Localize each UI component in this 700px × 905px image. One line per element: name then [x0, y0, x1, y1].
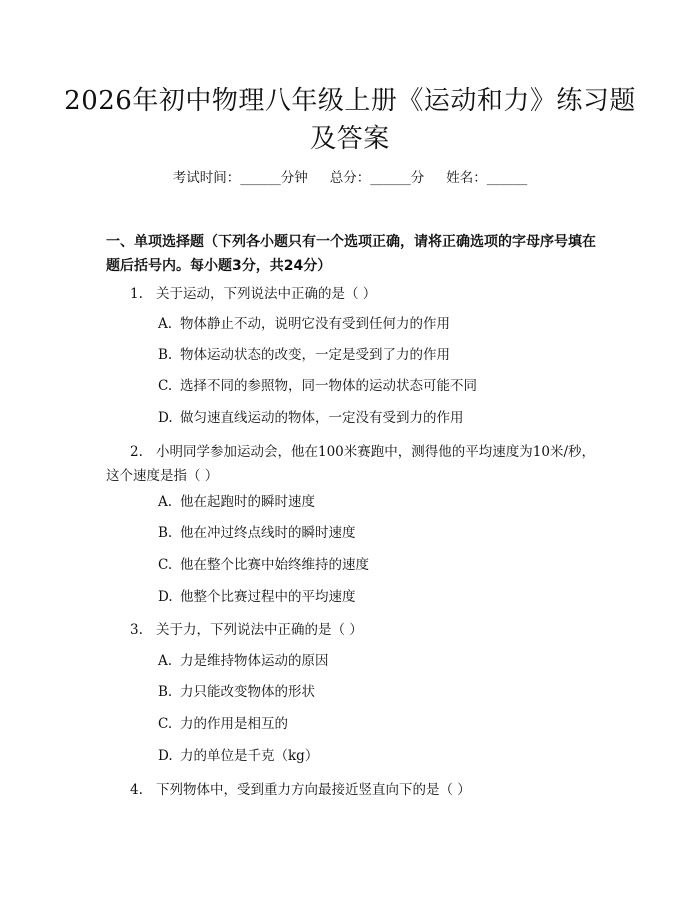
question-4 [106, 778, 596, 802]
option-text: 物体运动状态的改变，一定是受到了力的作用 [180, 347, 450, 363]
question-text: 下列物体中，受到重力方向最接近竖直向下的是（ ） [156, 782, 471, 798]
question-number: 1. [130, 286, 143, 302]
question-text: 小明同学参加运动会，他在100米赛跑中，测得他的平均速度为10米/秒，这个速度是指（ ） [106, 444, 595, 484]
question-text: 关于运动，下列说法中正确的是（ ） [156, 286, 377, 302]
option-text: 物体静止不动，说明它没有受到任何力的作用 [180, 316, 450, 332]
option-text: 他在整个比赛中始终维持的速度 [180, 557, 369, 573]
option-text: 做匀速直线运动的物体，一定没有受到力的作用 [180, 410, 464, 426]
option-text: 力的单位是千克（kg） [180, 748, 319, 764]
exam-time-field: 考试时间：______分钟 [172, 170, 308, 186]
option-text: 选择不同的参照物，同一物体的运动状态可能不同 [180, 378, 477, 394]
question-number: 3. [130, 622, 143, 638]
option-c: C. 力的作用是相互的 [158, 716, 288, 732]
option-c: C. 选择不同的参照物，同一物体的运动状态可能不同 [158, 378, 477, 394]
option-d: D. 他整个比赛过程中的平均速度 [158, 589, 356, 605]
option-b: B. 他在冲过终点线时的瞬时速度 [158, 525, 356, 541]
option-c: C. 他在整个比赛中始终维持的速度 [158, 557, 369, 573]
option-a: A. 他在起跑时的瞬时速度 [158, 494, 315, 510]
option-a: A. 力是维持物体运动的原因 [158, 653, 329, 669]
option-b: B. 力只能改变物体的形状 [158, 684, 315, 700]
student-name-field: 姓名：______ [446, 170, 528, 186]
section-heading: 一、单项选择题（下列各小题只有一个选项正确，请将正确选项的字母序号填在题后括号内。每小题3分，共24分） [106, 234, 596, 274]
question-number: 4. [130, 782, 143, 798]
option-text: 力只能改变物体的形状 [180, 684, 315, 700]
option-text: 他在起跑时的瞬时速度 [180, 494, 315, 510]
option-text: 力是维持物体运动的原因 [180, 653, 329, 669]
question-2 [106, 440, 596, 488]
question-number: 2. [130, 444, 143, 460]
option-d: D. 力的单位是千克（kg） [158, 748, 319, 764]
option-text: 他在冲过终点线时的瞬时速度 [180, 525, 356, 541]
option-b: B. 物体运动状态的改变，一定是受到了力的作用 [158, 347, 450, 363]
option-text: 力的作用是相互的 [180, 716, 288, 732]
question-text: 关于力，下列说法中正确的是（ ） [156, 622, 363, 638]
option-text: 他整个比赛过程中的平均速度 [180, 589, 356, 605]
page-title: 2026年初中物理八年级上册《运动和力》练习题及答案 [64, 86, 636, 154]
question-1 [106, 282, 596, 306]
question-3 [106, 618, 596, 642]
option-d: D. 做匀速直线运动的物体，一定没有受到力的作用 [158, 410, 464, 426]
exam-meta [0, 168, 700, 188]
option-a: A. 物体静止不动，说明它没有受到任何力的作用 [158, 316, 450, 332]
total-score-field: 总分：______分 [329, 170, 425, 186]
